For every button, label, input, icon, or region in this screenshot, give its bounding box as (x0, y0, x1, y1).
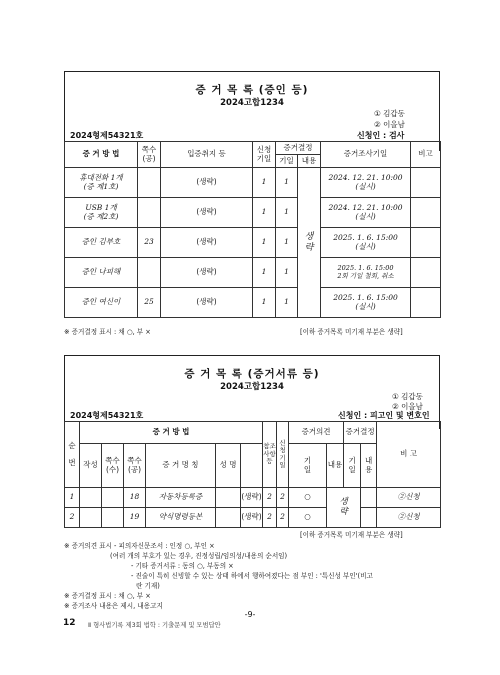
row-person (216, 508, 241, 528)
row-purpose: (생략) (161, 258, 253, 288)
col-dec-content: 내 용 (361, 444, 377, 488)
row-method: 휴대전화 1개 (증 제1호) (65, 168, 138, 198)
row-exam-date: 2024. 12. 21. 10:00 (실시) (321, 198, 411, 228)
col-op-content: 내용 (327, 444, 344, 488)
row-apply: 2 (263, 488, 277, 508)
record1-defendant-2: ② 이을남 (374, 120, 405, 129)
row-remarks (411, 288, 441, 318)
col-decision: 증거결정 (344, 422, 377, 444)
col-decision-content: 내용 (298, 155, 321, 168)
record2-case-no: 2024고합1234 (220, 382, 284, 392)
row-page2: 19 (124, 508, 146, 528)
col-no: 순 번 (65, 422, 80, 488)
table-row (65, 168, 441, 198)
col-reference-spacer (241, 444, 263, 488)
col-exam-date: 증거조사기일 (321, 142, 411, 168)
row-decision-date: 1 (276, 228, 298, 258)
col-dec-date: 기 일 (344, 444, 361, 488)
row-exam (361, 508, 377, 528)
record2-title: 증 거 목 록 (증거서류 등) (184, 368, 320, 380)
record1-table (64, 141, 441, 318)
row-remarks (411, 228, 441, 258)
row-exam (361, 488, 377, 508)
row-exam-date: 2024. 12. 21. 10:00 (실시) (321, 168, 411, 198)
row-exam-date: 2025. 1. 6. 15:00 (실시) (321, 288, 411, 318)
note-credibility-cont: 란 기재) (136, 582, 160, 590)
row-purpose: (생략) (161, 288, 253, 318)
note-credibility: - 진술이 특히 신빙할 수 있는 상태 하에서 행하여졌다는 점 부인 : '특신성 부인'(비고 (131, 572, 373, 580)
col-page: 쪽수 (공) (138, 142, 161, 168)
row-remarks (411, 198, 441, 228)
row-method: USB 1개 (증 제2호) (65, 198, 138, 228)
footer-book-title: Ⅱ 형사법기록 제3회 법학 : 기출문제 및 모범답안 (88, 622, 221, 629)
record1-case-no: 2024고합1234 (220, 98, 284, 108)
row-remarks: ②신청 (377, 508, 441, 528)
row-remarks: ②신청 (377, 488, 441, 508)
col-op-date: 기 일 (289, 444, 327, 488)
row-method: 증인 김부호 (65, 228, 138, 258)
col-decision-date: 기일 (276, 155, 298, 168)
row-decision-date: 1 (276, 288, 298, 318)
row-purpose: (생략) (161, 198, 253, 228)
record2-prosecution-no: 2024형제54321호 (70, 411, 144, 420)
decision-merged-cell: 생 략 (298, 168, 321, 318)
row-page (102, 488, 124, 508)
row-apply: 1 (253, 168, 276, 198)
row-op-content: ○ (289, 488, 327, 508)
row-decision-date: 1 (276, 168, 298, 198)
row-name: 약식명령등본 (146, 508, 216, 528)
col-apply-date: 신청 기일 (253, 142, 276, 168)
record2-defendant-2: ② 이을남 (392, 402, 423, 411)
row-remarks (411, 168, 441, 198)
col-reference: 참조 사항 등 (263, 422, 277, 488)
table-row (65, 258, 441, 288)
record1-applicant: 신청인 : 검사 (357, 131, 405, 140)
row-apply: 2 (263, 508, 277, 528)
row-page (138, 168, 161, 198)
record2-applicant: 신청인 : 피고인 및 변호인 (338, 411, 430, 420)
table-row (65, 508, 441, 528)
row-method: 증인 나피해 (65, 258, 138, 288)
record2-table (64, 421, 441, 528)
row-exam-date: 2025. 1. 6. 15:00 (실시) (321, 228, 411, 258)
row-page: 25 (138, 288, 161, 318)
col-author: 작성 (80, 444, 102, 488)
row-author (80, 508, 102, 528)
col-remarks: 비고 (411, 142, 441, 168)
row-author (80, 488, 102, 508)
note-decision: ※ 증거결정 표시 : 채 ○, 부 × (64, 592, 151, 600)
row-reference: (생략) (241, 488, 263, 508)
row-name: 자동차등록증 (146, 488, 216, 508)
col-decision: 증거결정 (276, 142, 321, 155)
record1-title: 증 거 목 록 (증인 등) (195, 84, 309, 96)
row-exam-date: 2025. 1. 6. 15:00 2회 기일 철회, 취소 (321, 258, 411, 288)
row-remarks (411, 258, 441, 288)
row-person (216, 488, 241, 508)
row-page2: 18 (124, 488, 146, 508)
col-page2: 쪽수 (공) (124, 444, 146, 488)
note-exam: ※ 증거조사 내용은 제시, 내용고지 (64, 602, 163, 610)
row-decision-date: 1 (276, 198, 298, 228)
row-purpose: (생략) (161, 228, 253, 258)
table-row (65, 228, 441, 258)
table-row (65, 488, 441, 508)
col-remarks: 비 고 (377, 422, 441, 488)
row-page (102, 508, 124, 528)
col-method: 증 거 방 법 (80, 422, 263, 444)
row-op-date: 2 (277, 508, 289, 528)
table-row (65, 198, 441, 228)
row-no: 1 (65, 488, 80, 508)
note-opinion-order: (여러 개의 부호가 있는 경우, 진정성립/임의성/내용의 순서임) (110, 552, 288, 560)
decision-merged-cell: 생 략 (327, 488, 361, 528)
col-purpose: 입증취지 등 (161, 142, 253, 168)
row-op-content: ○ (289, 508, 327, 528)
record2-note-right: [이하 증거목록 미기재 부분은 생략] (300, 531, 403, 539)
row-page: 23 (138, 228, 161, 258)
col-apply: 신청 기일 (277, 422, 289, 488)
row-apply: 1 (253, 258, 276, 288)
row-apply: 1 (253, 288, 276, 318)
note-opinion: ※ 증거의견 표시 - 피의자신문조서 : 인정 ○, 부인 × (64, 542, 215, 550)
row-no: 2 (65, 508, 80, 528)
col-page: 쪽수 (수) (102, 444, 124, 488)
record1-prosecution-no: 2024형제54321호 (70, 131, 144, 140)
row-method: 증인 여신이 (65, 288, 138, 318)
col-name: 증 거 명 칭 (146, 444, 216, 488)
row-reference: (생략) (241, 508, 263, 528)
page-number-center: -9- (244, 610, 256, 619)
col-opinion: 증거의견 (289, 422, 344, 444)
row-decision-date: 1 (276, 258, 298, 288)
footer-page-number: 12 (63, 618, 76, 628)
record1-defendant-1: ① 김갑동 (374, 109, 405, 118)
col-method: 증 거 방 법 (65, 142, 138, 168)
col-person: 성 명 (216, 444, 241, 488)
row-page (138, 198, 161, 228)
row-apply: 1 (253, 198, 276, 228)
record1-note-left: ※ 증거결정 표시 : 채 ○, 부 × (64, 328, 151, 336)
row-purpose: (생략) (161, 168, 253, 198)
row-op-date: 2 (277, 488, 289, 508)
record1-note-right: [이하 증거목록 미기재 부분은 생략] (300, 328, 403, 336)
note-other-docs: - 기타 증거서류 : 동의 ○, 부동의 × (131, 562, 234, 570)
record2-defendant-1: ① 김갑동 (392, 392, 423, 401)
row-apply: 1 (253, 228, 276, 258)
row-page (138, 258, 161, 288)
table-row (65, 288, 441, 318)
